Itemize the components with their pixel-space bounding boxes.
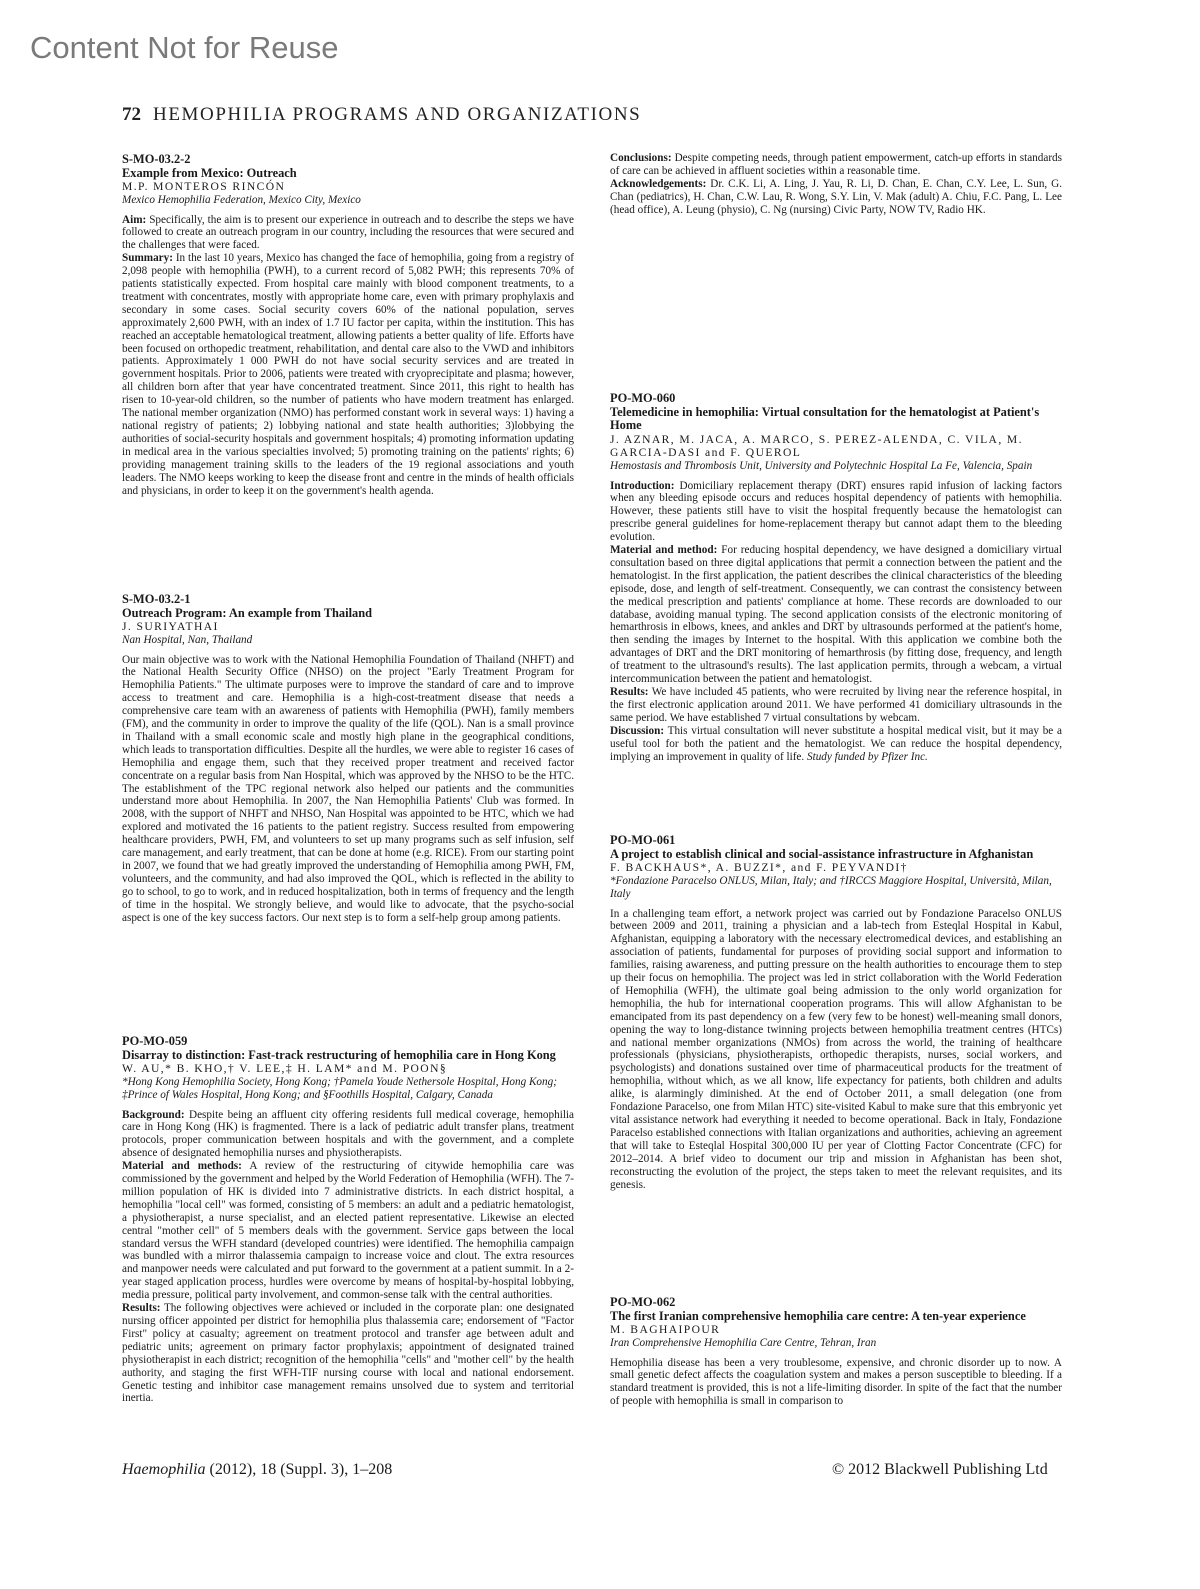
abstract-authors: J. AZNAR, M. JACA, A. MARCO, S. PEREZ-ALENDA, C. VILA, M. GARCIA-DASI and F. QUEROL: [610, 432, 1023, 459]
conclusions-label: Conclusions:: [610, 152, 672, 164]
acknowledgements-label: Acknowledgements:: [610, 177, 707, 190]
abstract-introduction: [610, 480, 1062, 545]
results-text: The following objectives were achieved or included in the corporate plan: one designated nursing officer appointed per district for hemophilia plus thalassemia care; endorsement of "Factor First" policy at casualty; agreement on treatment protocol and transfer age between adult and pediatric units; agreement on primary factor prophylaxis; appointment of designated trained physiotherapist in each district; recognition of the hemophilia "cells" and "mother cell" by the health authority, and staging the first WFH-TIF nursing course with local and national endorsement. Genetic testing and inhibitor case management remains unsolved due to system and territorial inertia.: [122, 1302, 574, 1405]
abstract-po-mo-059-continued: [610, 152, 1062, 392]
summary-label: Summary:: [122, 252, 173, 265]
abstract-body: Hemophilia disease has been a very troublesome, expensive, and chronic disorder up to now. A small genetic defect affects the coagulation system and makes a person susceptible to bleeding. If a standard treatment is provided, this is not a life-limiting disorder. In spite of the fact that the number of people with hemophilia is small in comparison to: [610, 1356, 1062, 1408]
abstract-methods: [610, 544, 1062, 686]
background-text: Despite being an affluent city offering residents full medical coverage, hemophilia care in Hong Kong (HK) is fragmented. There is a lack of pediatric adult transfer plans, treatment protocols, proper communication between hospitals and with the government, and a complete absence of designated hemophilia nurses and physiotherapists.: [122, 1108, 574, 1160]
abstract-code: PO-MO-061: [610, 833, 676, 847]
citation-details: (2012), 18 (Suppl. 3), 1–208: [209, 1461, 393, 1478]
methods-text: For reducing hospital dependency, we have designed a domiciliary virtual consultation based on three digital applications that permit a connection between the patient and the hematologist. In the first application, the patient describes the clinical characteristics of the bleeding episode, dose, and length of self-treatment. Consequently, we can contrast the consistency between the medical prescription and patients' compliance at home. These records are downloaded to our database, avoiding manual typing. The second application consists of the electronic monitoring of hemarthrosis in elbows, knees, and ankles and DRT by ultrasounds performed at the patient's home, then sending the images by Internet to the hospital. With this application we combine both the advantages of DRT and the DRT monitoring of hemarthrosis (by fitting dose, frequency, and length of treatment to the ultrasound's results). The last application permits, through a webcam, a virtual intercommunication between the patient and hematologist.: [610, 544, 1063, 686]
abstract-po-mo-062: [610, 1296, 1062, 1408]
abstract-body: Our main objective was to work with the National Hemophilia Foundation of Thailand (NHFT) and the National Health Security Office (NHSO) on the project "Early Treatment Program for Hemophilia Patients." The ultimate purposes were to improve the standard of care and to improve access to treatment and care. Hemophilia is a high-cost-treatment disease that needs a comprehensive care team with an awareness of patients with Hemophilia (PWH), family members (FM), and the community in order to improve the quality of the life (QOL). Nan is a small province in Thailand with a small economic scale and mostly high plane in the geographical conditions, which leads to transportation difficulties. Despite all the hurdles, we were able to register 16 cases of Hemophilia and engage them, such that they received proper treatment and received factor concentrate on a regular basis from Nan Hospital, which was approved by the NHSO to be the HTC. The establishment of the TPC regional network also helped our patients and the communities understand more about Hemophilia. In 2007, the Nan Hemophilia Patients' Club was formed. In 2008, with the support of NHFT and NHSO, Nan Hospital was appointed to be HTC, which we had explored and motivated the 16 patients to the patient registry. Success resulted from empowering healthcare providers, PWH, FM, and volunteers to set up many programs such as self infusion, self care management, and early treatment, that can be done at home (e.g. RICE). From our starting point in 2007, we found that we had greatly improved the understanding of Hemophilia among PWH, FM, volunteers, and the community, and had also improved the QOL, which is reflected in the ability to go to school, to go to work, and in reduced hospitalization, both in terms of frequency and the length of time in the hospital. We strongly believe, and would like to advocate, that the psycho-social aspect is one of the key success factors. Our next step is to form a self-help group among patients.: [122, 653, 575, 924]
abstract-affiliation: *Hong Kong Hemophilia Society, Hong Kong; †Pamela Youde Nethersole Hospital, Hong Kong; ‡Prince of Wales Hospital, Hong Kong; and §Foothills Hospital, Calgary, Canada: [122, 1075, 557, 1101]
abstract-title: Disarray to distinction: Fast-track restructuring of hemophilia care in Hong Kong: [122, 1047, 556, 1062]
abstract-code: PO-MO-059: [122, 1034, 188, 1048]
results-text: We have included 45 patients, who were recruited by living near the reference hospital, in the first electronic application around 2011. We have performed 41 domiciliary ultrasounds in the same period. We have established 7 virtual consultations by webcam.: [610, 686, 1062, 724]
abstract-aim: [122, 214, 574, 253]
abstract-code: S-MO-03.2-2: [122, 152, 191, 166]
introduction-text: Domiciliary replacement therapy (DRT) ensures rapid infusion of lacking factors when any bleeding episode occurs and reduces hospital dependency of patients with hemophilia. However, these patients still have to visit the hospital frequently because the hematologist can prescribe general guidelines for home-replacement therapy but cannot adapt them to the bleeding evolution.: [610, 479, 1063, 544]
abstract-po-mo-061: [610, 834, 1062, 1296]
aim-text: Specifically, the aim is to present our experience in outreach and to describe the steps we have followed to create an outreach program in our country, including the resources that were secured and the challenges that were faced.: [122, 213, 574, 252]
abstract-s-mo-03-2-1: [122, 593, 574, 1035]
abstract-affiliation: Iran Comprehensive Hemophilia Care Centre, Tehran, Iran: [610, 1336, 877, 1349]
abstract-authors: W. AU,* B. KHO,† V. LEE,‡ H. LAM* and M. POON§: [122, 1062, 448, 1075]
acknowledgements-text: Dr. C.K. Li, A. Ling, J. Yau, R. Li, D. Chan, E. Chan, C.Y. Lee, L. Sun, G. Chan (pediatrics), H. Chan, C.W. Lau, R. Wong, S.Y. Lin, V. Mak (adult) A. Chiu, F.C. Pang, L. Lee (head office), A. Leung (physio), C. Ng (nursing) Civic Party, NOW TV, Radio HK.: [610, 177, 1062, 216]
discussion-text: This virtual consultation will never substitute a hospital medical visit, but it may be a useful tool for both the patient and the hematologist. We can reduce the hospital dependency, implying an improvement in quality of life.: [610, 724, 1062, 763]
abstract-title: A project to establish clinical and social-assistance infrastructure in Afghanistan: [610, 846, 1034, 861]
abstract-summary: [122, 252, 574, 497]
abstract-title: Example from Mexico: Outreach: [122, 165, 297, 180]
footer-copyright: © 2012 Blackwell Publishing Ltd: [832, 1461, 1048, 1478]
abstract-results: [122, 1302, 574, 1405]
abstract-po-mo-060: [610, 392, 1062, 834]
abstract-conclusions: [610, 152, 1062, 178]
abstract-title: The first Iranian comprehensive hemophilia care centre: A ten-year experience: [610, 1308, 1026, 1323]
journal-name: Haemophilia: [122, 1461, 206, 1478]
conclusions-text: Despite competing needs, through patient empowerment, catch-up efforts in standards of care can be achieved in affluent societies within a reasonable time.: [610, 152, 1063, 177]
watermark: Content Not for Reuse: [30, 30, 339, 65]
results-label: Results:: [610, 686, 649, 698]
abstract-affiliation: Hemostasis and Thrombosis Unit, University and Polytechnic Hospital La Fe, Valencia, Spain: [610, 459, 1033, 472]
abstract-affiliation: *Fondazione Paracelso ONLUS, Milan, Italy; and †IRCCS Maggiore Hospital, Università, Milan, Italy: [610, 874, 1052, 900]
abstract-s-mo-03-2-2: [122, 153, 574, 593]
abstract-authors: J. SURIYATHAI: [122, 620, 219, 633]
methods-text: A review of the restructuring of citywide hemophilia care was commissioned by the government and helped by the World Federation of Hemophilia (WFH). The 7-million population of HK is divided into 7 administrative districts. In each district hospital, a hemophilia "local cell" was formed, consisting of 5 members: an adult and a pediatric hematologist, a physiotherapist, a nurse specialist, and an elected patient representative. Likewise an elected central "mother cell" of 5 members deals with the government. Service gaps between the local standard versus the WFH standard (developed countries) were identified. The hemophilia campaign was bundled with a mirror thalassemia campaign to increase voice and clout. The extra resources and manpower needs were calculated and put forward to the government at a patient summit. In a 2-year staged application process, hurdles were overcome by means of hospital-by-hospital lobbying, media pressure, political party involvement, and common-sense talk with the central authorities.: [122, 1160, 574, 1302]
abstract-results: [610, 686, 1062, 725]
introduction-label: Introduction:: [610, 479, 675, 492]
left-column: [122, 153, 574, 1405]
funding-note: Study funded by Pfizer Inc.: [807, 750, 928, 763]
results-label: Results:: [122, 1302, 161, 1315]
abstract-authors: F. BACKHAUS*, A. BUZZI*, and F. PEYVANDI†: [610, 861, 908, 874]
running-header: [122, 104, 641, 126]
abstract-affiliation: Mexico Hemophilia Federation, Mexico City, Mexico: [122, 193, 361, 206]
right-column: [610, 152, 1062, 1408]
summary-text: In the last 10 years, Mexico has changed the face of hemophilia, going from a registry of 2,098 people with hemophilia (PWH), to a current record of 5,082 PWH; this represents 70% of patients statistically expected. From hospital care mainly with blood component treatments, to a treatment with concentrates, mostly with appropriate home care, even with primary prophylaxis and secondary in some cases. Social security covers 60% of the national population, serves approximately 2,600 PWH, with an index of 1.7 IU factor per capita, within the institution. This has reached an acceptable hematological treatment, allowing patients a better quality of life. Efforts have been focused on orthopedic treatment, rehabilitation, and dental care also to the VWD and inhibitors patients. Approximately 1 000 PWH do not have social security services and are treated in government hospitals. Prior to 2006, patients were treated with cryoprecipitate and plasma; however, all children born after that year have concentrated treatment. Since 2011, this right to health has risen to 10-year-old children, so the number of patients who have modern treatment has enlarged. The national member organization (NMO) has performed constant work in several ways: 1) having a national registry of patients; 2) lobbying national and state health authorities; 3)lobbying the authorities of social-security hospitals and government hospitals; 4) promoting information updating in medical area in the various specialties involved; 5) promoting training on the patients' rights; 6) providing management training skills to the leaders of the 19 regional associations and youth leaders. The NMO keeps working to keep the disease front and centre in the minds of health officials and physicians, in order to keep it on the government's health agenda.: [122, 252, 575, 497]
background-label: Background:: [122, 1108, 185, 1121]
abstract-code: PO-MO-060: [610, 391, 676, 405]
abstract-methods: [122, 1160, 574, 1302]
abstract-title: Outreach Program: An example from Thailand: [122, 605, 372, 620]
aim-label: Aim:: [122, 213, 147, 226]
abstract-discussion: [610, 725, 1062, 764]
discussion-label: Discussion:: [610, 724, 665, 737]
page-number: 72: [122, 104, 141, 125]
abstract-authors: M.P. MONTEROS RINCÓN: [122, 180, 286, 193]
abstract-background: [122, 1109, 574, 1161]
abstract-acknowledgements: [610, 178, 1062, 217]
abstract-code: S-MO-03.2-1: [122, 592, 191, 606]
abstract-affiliation: Nan Hospital, Nan, Thailand: [122, 633, 253, 646]
abstract-po-mo-059: [122, 1035, 574, 1405]
abstract-code: PO-MO-062: [610, 1295, 676, 1309]
methods-label: Material and methods:: [122, 1160, 242, 1173]
section-title: HEMOPHILIA PROGRAMS AND ORGANIZATIONS: [153, 104, 642, 125]
methods-label: Material and method:: [610, 544, 718, 557]
abstract-title: Telemedicine in hemophilia: Virtual consultation for the hematologist at Patient's Home: [610, 404, 1040, 432]
abstract-body: In a challenging team effort, a network project was carried out by Fondazione Paracelso ONLUS between 2009 and 2011, training a physician and a lab-tech from Esteqlal Hospital in Kabul, Afghanistan, equipping a laboratory with the necessary electromedical devices, and establishing an association of patients, fundamental for purposes of providing social support and information to families, raising awareness, and putting pressure on the health authorities to encourage them to step up their focus on hemophilia. The project was led in strict collaboration with the World Federation of Hemophilia (WFH), the ultimate goal being admission to the only world organization for hemophilia, the hub for international cooperation programs. This will allow Afghanistan to be emancipated from its past dependency on a few (very few to be honest) well-meaning small donors, opening the way to long-distance twinning projects between hemophilia treatment centres (HTCs) and national member organizations (NMOs) from across the world, the training of healthcare professionals (physicians, physiotherapists, orthopedic therapists, nurses, social workers, and psychologists) and donations sustained over time of pharmaceutical products for the treatment of hemophilia, without which, as we all know, life expectancy for patients, both children and adults alike, is alarmingly diminished. At the end of October 2011, a small delegation (one from Fondazione Paracelso, one from Milan HTC) site-visited Kabul to make sure that this embryonic yet vital assistance network had everything it needed to become operational. Back in Italy, Fondazione Paracelso established connections with Italian organizations and authorities, achieving an agreement that will take to Esteqlal Hospital 300,000 IU per year of Clotting Factor Concentrate (CFC) for 2012–2014. A brief video to document our trip and mission in Afghanistan has been shot, reconstructing the evolution of the project, the steps taken to meet the relevant requisites, and its genesis.: [610, 907, 1062, 1191]
footer-citation: [122, 1461, 392, 1479]
abstract-authors: M. BAGHAIPOUR: [610, 1323, 721, 1336]
